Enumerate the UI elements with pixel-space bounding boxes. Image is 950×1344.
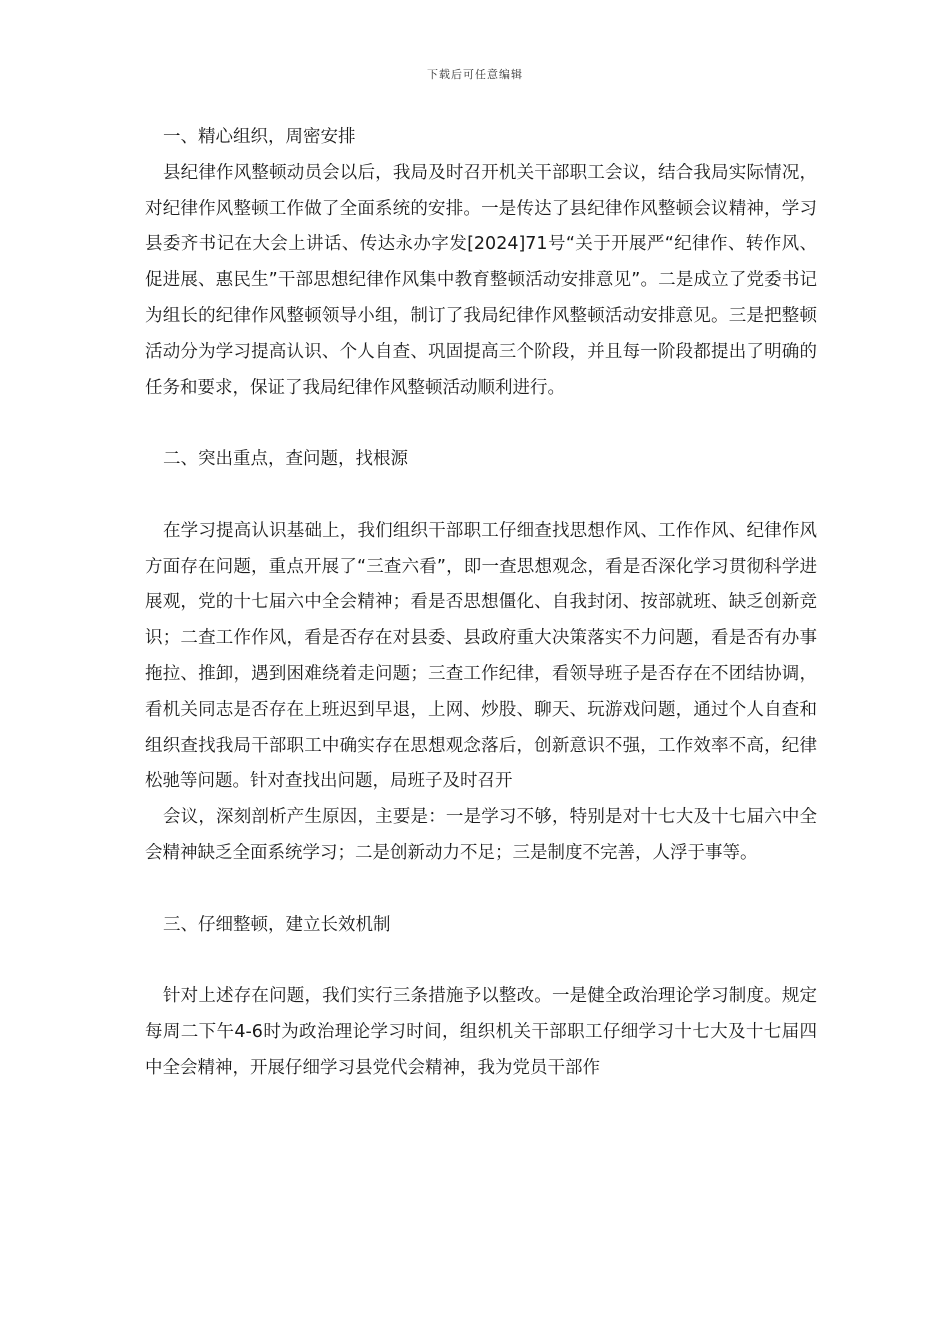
- section-2-paragraph-continued: 会议，深刻剖析产生原因，主要是：一是学习不够，特别是对十七大及十七届六中全会精神缺乏全面系统学习；二是创新动力不足；三是制度不完善，人浮于事等。: [145, 807, 817, 863]
- section-1-paragraph: 县纪律作风整顿动员会以后，我局及时召开机关干部职工会议，结合我局实际情况，对纪律作风整顿工作做了全面系统的安排。一是传达了县纪律作风整顿会议精神，学习县委齐书记在大会上讲话、传达永办字发[2024]71号“关于开展严“纪律作、转作风、促进展、惠民生”干部思想纪律作风集中教育整顿活动安排意见”。二是成立了党委书记为组长的纪律作风整顿领导小组，制订了我局纪律作风整顿活动安排意见。三是把整顿活动分为学习提高认识、个人自查、巩固提高三个阶段，并且每一阶段都提出了明确的任务和要求，保证了我局纪律作风整顿活动顺利进行。: [145, 162, 817, 398]
- document-body: [145, 120, 817, 1087]
- spacer: [145, 872, 817, 908]
- section-3-paragraph: 针对上述存在问题，我们实行三条措施予以整改。一是健全政治理论学习制度。规定每周二下午4-6时为政治理论学习时间，组织机关干部职工仔细学习十七大及十七届四中全会精神，开展仔细学习县党代会精神，我为党员干部作: [145, 986, 817, 1078]
- spacer: [145, 943, 817, 979]
- spacer: [145, 478, 817, 514]
- section-3-heading: 三、仔细整顿，建立长效机制: [163, 914, 391, 935]
- section-2-heading: 二、突出重点，查问题，找根源: [163, 449, 408, 470]
- spacer: [145, 406, 817, 442]
- header-note: 下载后可任意编辑: [427, 68, 523, 81]
- section-1-heading: 一、精心组织，周密安排: [163, 127, 356, 147]
- section-2-paragraph: 在学习提高认识基础上，我们组织干部职工仔细查找思想作风、工作作风、纪律作风方面存在问题，重点开展了“三查六看”，即一查思想观念，看是否深化学习贯彻科学进展观，党的十七届六中全会精神；看是否思想僵化、自我封闭、按部就班、缺乏创新竞识；二查工作作风，看是否存在对县委、县政府重大决策落实不力问题，看是否有办事拖拉、推卸，遇到困难绕着走问题；三查工作纪律，看领导班子是否存在不团结协调，看机关同志是否存在上班迟到早退，上网、炒股、聊天、玩游戏问题，通过个人自查和组织查找我局干部职工中确实存在思想观念落后，创新意识不强，工作效率不高，纪律松驰等问题。针对查找出问题，局班子及时召开: [145, 520, 817, 792]
